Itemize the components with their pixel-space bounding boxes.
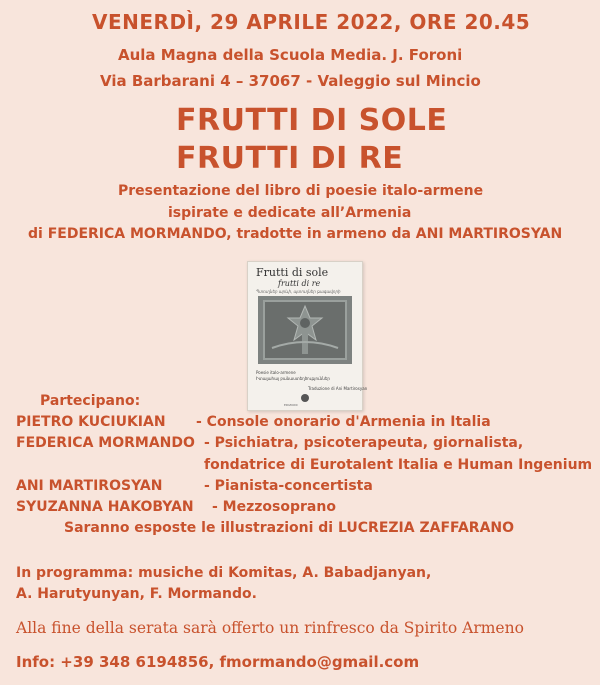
participant-name: SYUZANNA HAKOBYAN [16,499,194,515]
book-cover-line1: Poesie italo-armene [256,370,296,375]
book-cover-line2: Իտալահայ բանաստեղծություններ [256,376,330,381]
book-cover-image [247,261,368,411]
program-line1: In programma: musiche di Komitas, A. Babadjanyan, [16,565,432,581]
presentation-line2: ispirate e dedicate all’Armenia [168,205,412,221]
participant-name: FEDERICA MORMANDO [16,435,195,451]
participant-role: - Mezzosoprano [212,499,336,515]
khachkar-illustration [258,296,352,364]
book-cover-subtitle: frutti di re [278,279,321,288]
program-line2: A. Harutyunyan, F. Mormando. [16,586,257,602]
participant-role: - Console onorario d'Armenia in Italia [196,414,491,430]
publisher-logo-icon [301,394,309,402]
book-title-line1: FRUTTI DI SOLE [176,103,448,138]
book-cover-tagline: Պտուղներ արևի, պտուղներ թագավորի [256,289,341,294]
presentation-line1: Presentazione del libro di poesie italo-armene [118,183,484,199]
participants-heading: Partecipano: [40,393,141,409]
participant-name: ANI MARTIROSYAN [16,478,163,494]
event-venue: Aula Magna della Scuola Media. J. Foroni [118,46,463,64]
closing-note: Alla fine della serata sarà offerto un rinfresco da Spirito Armeno [16,619,524,637]
event-date: VENERDÌ, 29 APRILE 2022, ORE 20.45 [92,10,531,34]
participant-name: PIETRO KUCIUKIAN [16,414,166,430]
illustrations-note: Saranno esposte le illustrazioni di LUCREZIA ZAFFARANO [64,520,515,536]
book-cover-title: Frutti di sole [256,266,329,279]
contact-info: Info: +39 348 6194856, fmormando@gmail.com [16,653,420,671]
participant-role: - Psichiatra, psicoterapeuta, giornalista, [204,435,524,451]
book-title-line2: FRUTTI DI RE [176,141,404,176]
participant-role: - Pianista-concertista [204,478,373,494]
book-cover-translator: Traduzione di Ani Martirosyan [308,386,368,391]
participant-role-continued: fondatrice di Eurotalent Italia e Human Ingenium [204,457,593,473]
presentation-line3: di FEDERICA MORMANDO, tradotte in armeno da ANI MARTIROSYAN [28,226,563,242]
book-cover-publisher: EDIZIONI [284,403,298,407]
event-address: Via Barbarani 4 – 37067 - Valeggio sul Mincio [100,72,481,90]
